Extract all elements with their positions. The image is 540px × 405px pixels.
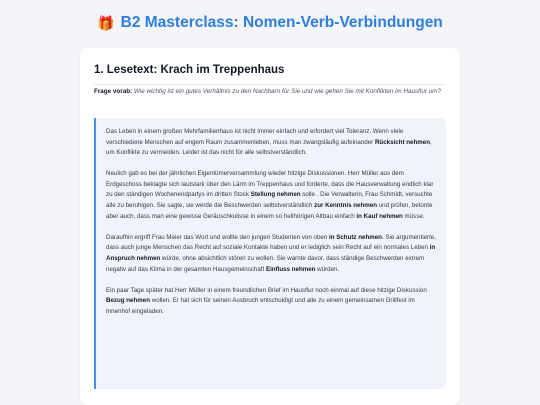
text-span: Ein paar Tage später hat Herr Müller in einem freundlichen Brief im Hausflur noch einmal auf diese hitzige Diskussion <box>106 286 427 294</box>
section-divider <box>94 84 446 85</box>
highlight-phrase: in Schutz nehmen <box>329 233 382 241</box>
highlight-phrase: Einfluss nehmen <box>265 265 316 273</box>
lesson-card <box>80 48 460 405</box>
text-span: Neulich gab es bei der jährlichen Eigentümerversammlung wieder hitzige Diskussionen. Herr Müller aus dem Erdgeschoss beklagte sich lautstark über den Lärm im Treppenhaus und forderte, dass die Hausverwaltung endlich klar zu den ständigen Wochenendpartys im dritten Stock <box>106 170 434 199</box>
reading-paragraph-4 <box>106 286 436 318</box>
section-title: 1. Lesetext: Krach im Treppenhaus <box>94 64 285 76</box>
reading-paragraph-3 <box>106 233 436 275</box>
highlight-phrase: Stellung nehmen <box>250 191 301 199</box>
text-span: , um Konflikte zu vermeiden. Leider ist das nicht für alle selbstverständlich. <box>106 138 432 157</box>
text-span: wollen. Er hat sich für seinen Ausbruch entschuldigt und alle zu einem gemeinsamen Grillfest im Innenhof eingeladen. <box>106 297 415 315</box>
text-span: solle . Die Verwalterin, Frau Schmidt, versuchte alle zu beruhigen. Sie sagte, sie werde die Beschwerden selbstverständlich <box>106 191 433 210</box>
text-span: . Sie argumentierte, dass auch junge Menschen das Recht auf soziale Kontakte haben und er lediglich sein Recht auf ein normales Leben <box>106 233 436 252</box>
highlight-phrase: in Kauf nehmen <box>356 212 403 220</box>
text-span: würde, ohne absichtlich stören zu wollen. Sie warnte davor, dass ständige Beschwerden extrem negativ auf das Klima in der gesamten Hausgemeinschaft <box>106 254 425 273</box>
highlight-phrase: Rücksicht nehmen <box>374 138 430 146</box>
page-title: B2 Masterclass: Nomen-Verb-Verbindungen <box>120 14 443 31</box>
gift-icon: 🎁 <box>97 15 115 31</box>
text-span: müsse. <box>402 212 425 220</box>
text-span: Das Leben in einem großen Mehrfamilienhaus ist nicht immer einfach und erfordert viel Toleranz. Wenn viele verschiedene Menschen auf engem Raum zusammenleben, muss man zwangsläufig aufeinander <box>106 128 404 146</box>
reading-text-box <box>94 118 446 389</box>
highlight-phrase: zur Kenntnis nehmen <box>314 202 378 210</box>
text-span: Daraufhin ergriff Frau Meier das Wort und wollte den jungen Studenten von oben <box>106 233 330 241</box>
page-header <box>0 0 540 46</box>
reading-paragraph-2 <box>106 169 436 222</box>
highlight-phrase: Bezug nehmen <box>106 297 151 305</box>
question-label: Frage vorab: <box>94 88 133 95</box>
question-text: Wie wichtig ist ein gutes Verhältnis zu den Nachbarn für Sie und wie gehen Sie mit Konflikten im Hausflur um? <box>133 88 441 95</box>
pre-question <box>94 87 446 97</box>
text-span: würden. <box>315 265 340 273</box>
reading-paragraph-1 <box>106 127 436 159</box>
text-span: und prüfen, betonte aber auch, dass man eine gewisse Geräuschkulisse in einem so hellhörigen Altbau einfach <box>106 202 433 220</box>
highlight-phrase: in Anspruch nehmen <box>106 244 436 262</box>
